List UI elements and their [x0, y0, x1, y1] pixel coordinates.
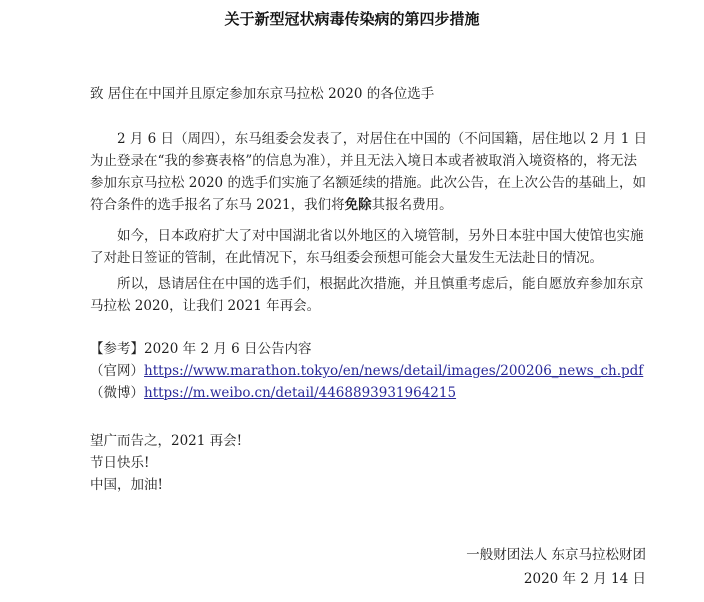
reference-section: [90, 338, 643, 404]
closing-line-2: 节日快乐!: [90, 455, 150, 471]
paragraph-3: [90, 273, 670, 317]
paragraph-2-line-2: 了对赴日签证的管制，在此情况下，东马组委会预想可能会大量发生无法赴日的情况。: [90, 250, 603, 266]
closing-line-1: 望广而告之，2021 再会!: [90, 433, 243, 449]
signature-date: 2020 年 2 月 14 日: [523, 571, 646, 587]
paragraph-3-line-2: 马拉松 2020，让我们 2021 年再会。: [90, 298, 321, 314]
weibo-link[interactable]: https://m.weibo.cn/detail/4468893931964215: [144, 385, 457, 401]
paragraph-1-line-3: 参加东京马拉松 2020 的选手们实施了名额延续的措施。此次公告，在上次公告的基础上，如: [90, 175, 646, 191]
paragraph-3-line-1: 所以，恳请居住在中国的选手们，根据此次措施，并且慎重考虑后，能自愿放弃参加东京: [117, 276, 644, 292]
paragraph-1-line-2: 为止登录在“我的参赛表格”的信息为准），并且无法入境日本或者被取消入境资格的，将无法: [90, 153, 638, 169]
addressee-line: 致 居住在中国并且原定参加东京马拉松 2020 的各位选手: [90, 86, 435, 102]
paragraph-2-line-1: 如今，日本政府扩大了对中国湖北省以外地区的入境管制，另外日本驻中国大使馆也实施: [117, 228, 644, 244]
paragraph-1: [90, 128, 670, 216]
closing-line-3: 中国，加油!: [90, 477, 163, 493]
weibo-label: （微博）: [90, 385, 144, 401]
closing-section: [90, 430, 242, 496]
official-site-label: （官网）: [90, 363, 144, 379]
official-site-link[interactable]: https://www.marathon.tokyo/en/news/detail/images/200206_news_ch.pdf: [144, 363, 644, 379]
reference-heading: [90, 338, 643, 360]
document-title: 关于新型冠状病毒传染病的第四步措施: [224, 10, 480, 28]
weibo-row: [90, 382, 643, 404]
signature-block: [466, 543, 646, 591]
emphasis-waive-fee: 免除: [344, 197, 372, 213]
reference-label: 【参考】: [90, 341, 144, 357]
paragraph-1-line-1: 2 月 6 日（周四），东马组委会发表了，对居住在中国的（不问国籍，居住地以 2 月 1 日: [117, 131, 648, 147]
official-site-row: [90, 360, 643, 382]
paragraph-2: [90, 225, 670, 269]
paragraph-1-line-4: [90, 194, 670, 216]
paragraph-1-line-4-start: 符合条件的选手报名了东马 2021，我们将: [90, 197, 345, 213]
paragraph-1-line-4-end: 其报名费用。: [371, 197, 453, 213]
signature-organization: 一般财团法人 东京马拉松财团: [466, 547, 646, 563]
reference-text: 2020 年 2 月 6 日公告内容: [144, 341, 312, 357]
